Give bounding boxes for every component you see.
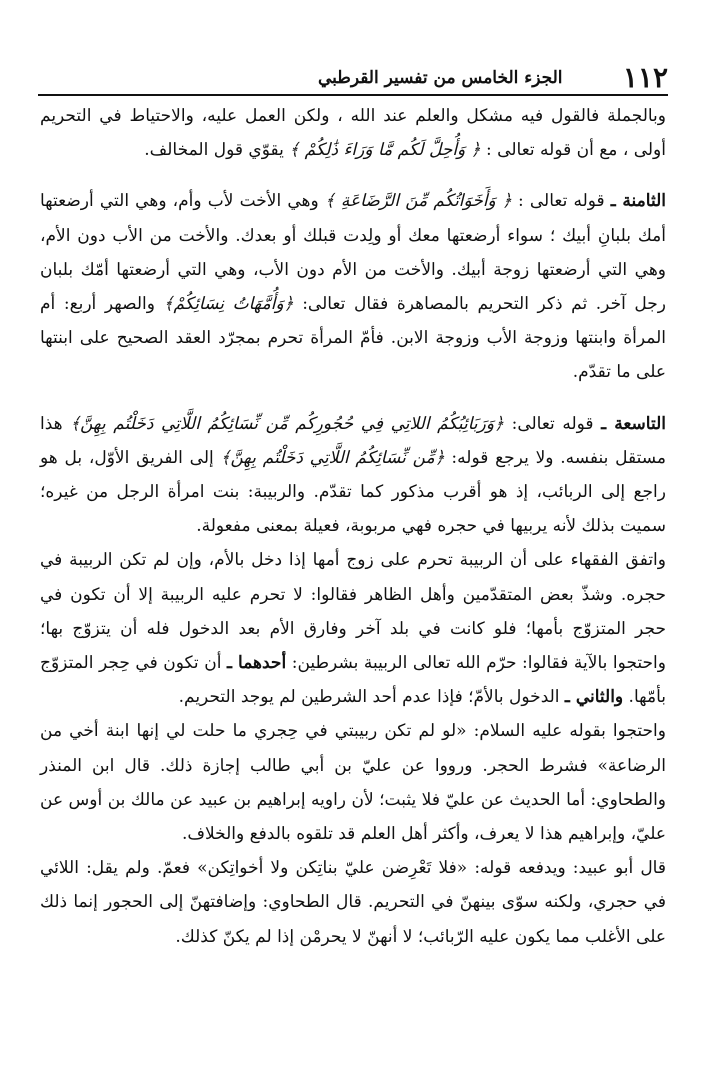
- text: يقوّي قول المخالف.: [144, 140, 290, 161]
- text: الدخول بالأمّ؛ فإذا عدم أحد الشرطين لم يوجد التحريم.: [178, 687, 565, 708]
- text: وبالجملة فالقول فيه مشكل والعلم عند الله ، ولكن العمل عليه، والاحتياط في التحريم أولى ، مع أن قوله تعالى :: [40, 106, 666, 161]
- quran-quote: ﴿وَأُمَّهَاتُ نِسَائِكُمْ﴾: [163, 294, 294, 315]
- text: قال أبو عبيد: ويدفعه قوله: «فلا تَعْرِضن عليّ بناتِكن ولا أخواتِكن» فعمّ. ولم يقل: اللائي في حجري، ولكنه سوّى بينهنّ في التحريم. قال الطحاوي: وإضافتهنّ إلى الحجور إنما ذلك على الأغلب مما يكون عليه الرّبائب؛ لا أنهنّ لا يحرمْن إذا لم يكنّ كذلك.: [40, 858, 666, 947]
- page-number: ١١٢: [622, 61, 668, 94]
- text: والصهر أربع: أم المرأة وابنتها وزوجة الأب وزوجة الابن. فأمّ المرأة تحرم بمجرّد العقد الصحيح على ابنتها على ما تقدّم.: [40, 294, 666, 383]
- header-rule: [38, 94, 668, 96]
- issue-label-ninth: التاسعة ـ: [601, 413, 667, 434]
- text: قوله تعالى :: [511, 191, 611, 212]
- quran-quote: ﴿مِّن نِّسَائِكُمُ اللَّاتِي دَخَلْتُم بِهِنَّ﴾: [220, 447, 445, 468]
- quran-quote: ﴿وَرَبَائِبُكُمُ اللاتِي فِي حُجُورِكُم مِّن نِّسَائِكُمُ اللَّاتِي دَخَلْتُم بِهِنَّ﴾: [70, 413, 504, 434]
- quran-quote: ﴿ وَأُحِلَّ لَكُم مَّا وَرَاءَ ذَٰلِكُمْ ﴾: [289, 140, 481, 161]
- first-condition-label: أحدهما ـ: [226, 653, 287, 674]
- text: واتفق الفقهاء على أن الربيبة تحرم على زوج أمها إذا دخل بالأم، وإن لم تكن الربيبة في حجره. وشذّ بعض المتقدّمين وأهل الظاهر فقالوا: لا تحرم عليه الربيبة إلا أن تكون في حجر المتزوّج بأمها؛ فلو كانت في بلد آخر وفارق الأم بعد الدخول فله أن يتزوّج بها؛ واحتجوا بالآية فقالوا: حرّم الله تعالى الربيبة بشرطين:: [40, 550, 666, 674]
- paragraph-5: [40, 714, 666, 851]
- text: وهي الأخت لأب وأم، وهي التي أرضعتها أمك بلبانِ أبيك ؛ سواء أرضعتها معك أو ولِدت قبلك أو بعدك. والأخت من الأب دون الأم، وهي التي أرضعتها زوجة أبيك. والأخت من الأم دون الأب، وهي التي أرضعتها أمّك بلبان رجل آخر. ثم ذكر التحريم بالمصاهرة فقال تعالى:: [40, 191, 666, 315]
- paragraph-4: [40, 543, 666, 714]
- quran-quote: ﴿ وَأَخَوَاتُكُم مِّنَ الرَّضَاعَةِ ﴾: [324, 191, 512, 212]
- second-condition-label: والثاني ـ: [564, 687, 624, 708]
- paragraph-6: [40, 851, 666, 954]
- paragraph-3: [40, 407, 666, 544]
- page-body: [40, 99, 666, 954]
- text: إلى الفريق الأوّل، بل هو راجع إلى الربائب، إذ هو أقرب مذكور كما تقدّم. والربيبة: بنت امرأة الرجل من غيره؛ سميت بذلك لأنه يربيها في حجره فهي مربوبة، فعيلة بمعنى مفعولة.: [40, 447, 666, 537]
- paragraph-1: [40, 99, 666, 167]
- text: قوله تعالى:: [504, 413, 602, 434]
- page-header: [38, 54, 668, 94]
- issue-label-eighth: الثامنة ـ: [610, 191, 666, 212]
- text: واحتجوا بقوله عليه السلام: «لو لم تكن ربيبتي في حِجري ما حلت لي إنها ابنة أخي من الرضاعة» فشرط الحجر. ورووا عن عليّ بن أبي طالب إجازة ذلك. قال ابن المنذر والطحاوي: أما الحديث عن عليّ فلا يثبت؛ لأن راويه إبراهيم بن عبيد عن مالك بن أوس عن عليّ، وإبراهيم هذا لا يعرف، وأكثر أهل العلم قد تلقوه بالدفع والخلاف.: [40, 721, 666, 845]
- paragraph-2: [40, 184, 666, 389]
- text: أن تكون في حِجر المتزوّج بأمّها.: [40, 653, 666, 708]
- text: هذا مستقل بنفسه. ولا يرجع قوله:: [40, 413, 667, 468]
- running-title: الجزء الخامس من تفسير القرطبي: [318, 68, 563, 88]
